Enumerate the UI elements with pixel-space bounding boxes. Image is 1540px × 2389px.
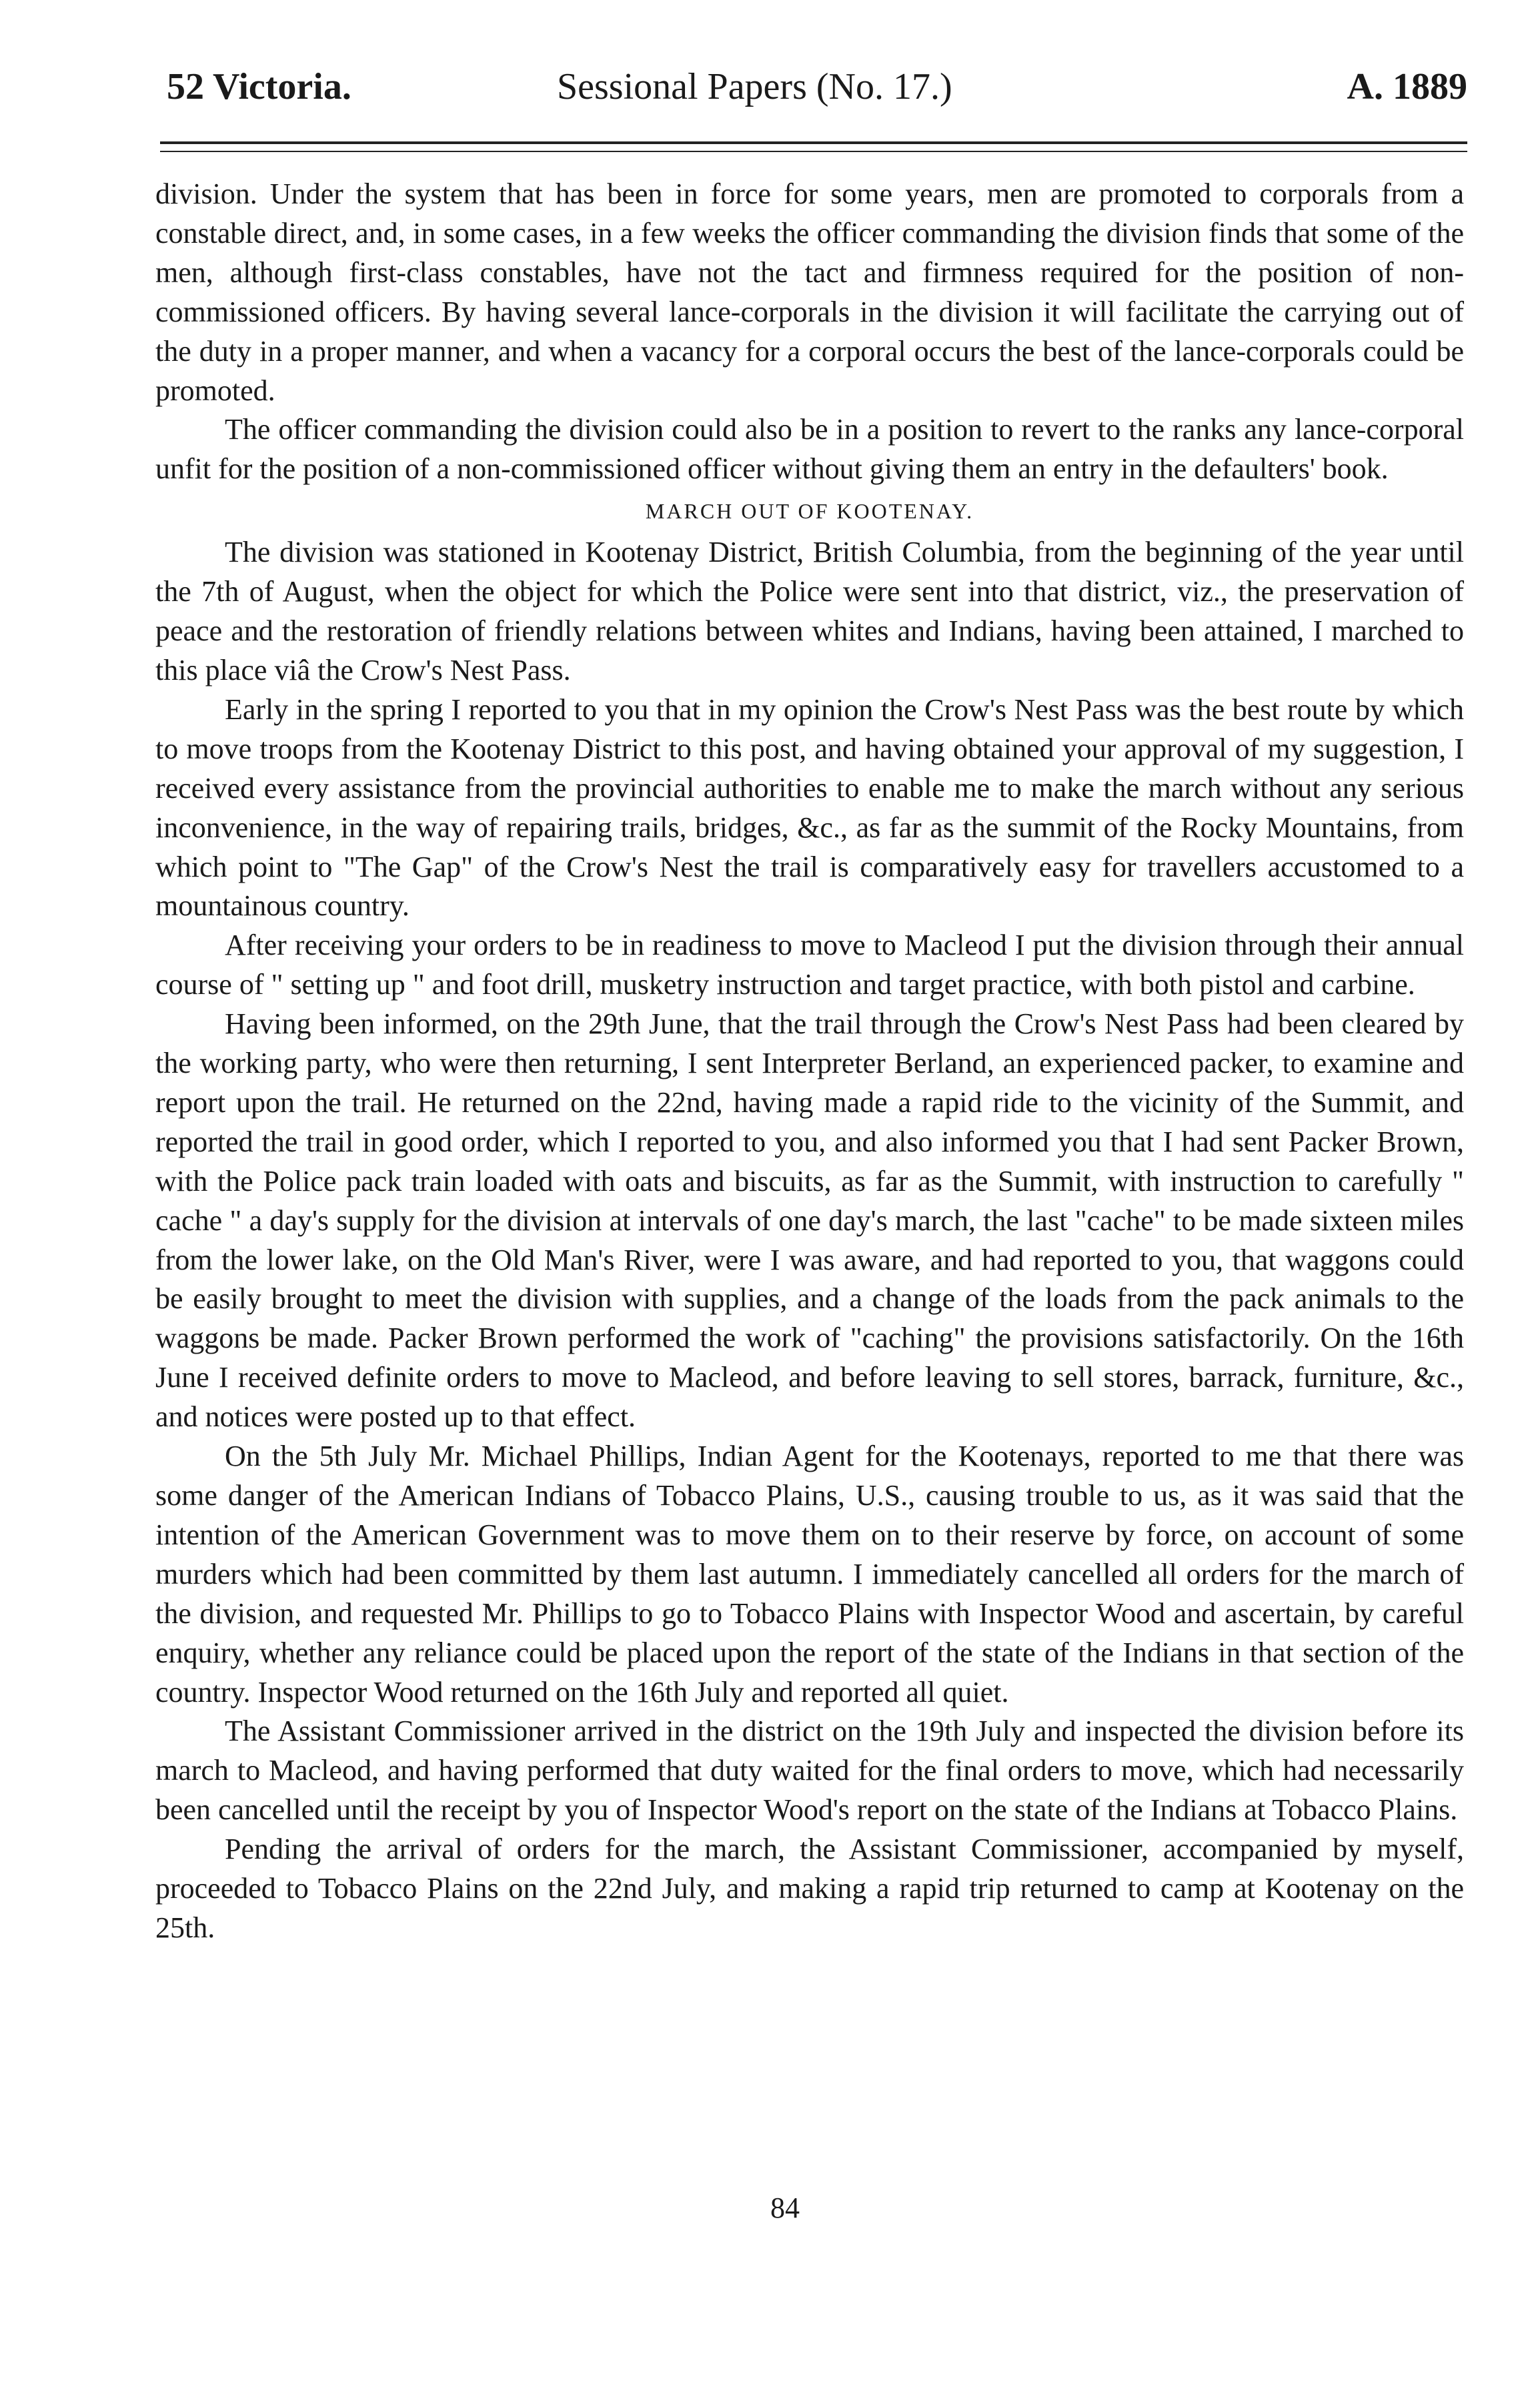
- paragraph: On the 5th July Mr. Michael Phillips, Indian Agent for the Kootenays, reported to me that there was some danger of the American Indians of Tobacco Plains, U.S., causing trouble to us, as it was said that the intention of the American Government was to move them on to their reserve by force, on account of some murders which had been committed by them last autumn. I immediately cancelled all orders for the march of the division, and requested Mr. Phillips to go to Tobacco Plains with Inspector Wood and ascertain, by careful enquiry, whether any reliance could be placed upon the report of the state of the Indians in that section of the country. Inspector Wood returned on the 16th July and reported all quiet.: [155, 1440, 1464, 1709]
- paragraph: Having been informed, on the 29th June, that the trail through the Crow's Nest Pass had been cleared by the working party, who were then returning, I sent Interpreter Berland, an experienced packer, to examine and report upon the trail. He returned on the 22nd, having made a rapid ride to the vicinity of the Summit, and reported the trail in good order, which I reported to you, and also informed you that I had sent Packer Brown, with the Police pack train loaded with oats and biscuits, as far as the Summit, with instruction to carefully " cache " a day's supply for the division at intervals of one day's march, the last "cache" to be made sixteen miles from the lower lake, on the Old Man's River, were I was aware, and had reported to you, that waggons could be easily brought to meet the division with supplies, and a change of the loads from the pack animals to the waggons be made. Packer Brown performed the work of "caching" the provisions satisfactorily. On the 16th June I received definite orders to move to Macleod, and before leaving to sell stores, barrack, furniture, &c., and notices were posted up to that effect.: [155, 1007, 1464, 1434]
- header-year: A. 1889: [1347, 66, 1467, 107]
- paragraph: The Assistant Commissioner arrived in the district on the 19th July and inspected the division before its march to Macleod, and having performed that duty waited for the final orders to move, which had necessarily been cancelled until the receipt by you of Inspector Wood's report on the state of the Indians at Tobacco Plains.: [155, 1715, 1464, 1827]
- paragraph: Pending the arrival of orders for the march, the Assistant Commissioner, accompanied by myself, proceeded to Tobacco Plains on the 22nd July, and making a rapid trip returned to camp at Kootenay on the 25th.: [155, 1833, 1464, 1944]
- paragraph: After receiving your orders to be in readiness to move to Macleod I put the division through their annual course of " setting up " and foot drill, musketry instruction and target practice, with both pistol and carbine.: [155, 929, 1464, 1001]
- running-header: [167, 60, 1467, 113]
- header-rule-thin: [160, 151, 1467, 152]
- paragraph: The division was stationed in Kootenay District, British Columbia, from the beginning of the year until the 7th of August, when the object for which the Police were sent into that district, viz., the preservation of peace and the restoration of friendly relations between whites and Indians, having been attained, I marched to this place viâ the Crow's Nest Pass.: [155, 536, 1464, 686]
- page-number: 84: [770, 2192, 800, 2224]
- body-text: [155, 175, 1464, 1948]
- paragraph: Early in the spring I reported to you that in my opinion the Crow's Nest Pass was the best route by which to move troops from the Kootenay District to this post, and having obtained your approval of my suggestion, I received every assistance from the provincial authorities to enable me to make the march without any serious inconvenience, in the way of repairing trails, bridges, &c., as far as the summit of the Rocky Mountains, from which point to "The Gap" of the Crow's Nest the trail is comparatively easy for travellers accustomed to a mountainous country.: [155, 692, 1464, 923]
- header-title: Sessional Papers (No. 17.): [557, 66, 952, 107]
- paragraph-continued: division. Under the system that has been in force for some years, men are promoted to corporals from a constable direct, and, in some cases, in a few weeks the officer commanding the division finds that some of the men, although first-class constables, have not the tact and firmness required for the position of non-commissioned officers. By having several lance-corporals in the division it will facilitate the carrying out of the duty in a proper manner, and when a vacancy for a corporal occurs the best of the lance-corporals could be promoted.: [155, 177, 1464, 407]
- paragraph: The officer commanding the division could also be in a position to revert to the ranks any lance-corporal unfit for the position of a non-commissioned officer without giving them an entry in the defaulters' book.: [155, 413, 1464, 486]
- header-rule-thick: [160, 141, 1467, 144]
- section-heading: MARCH OUT OF KOOTENAY.: [645, 499, 974, 524]
- header-session: 52 Victoria.: [167, 66, 351, 107]
